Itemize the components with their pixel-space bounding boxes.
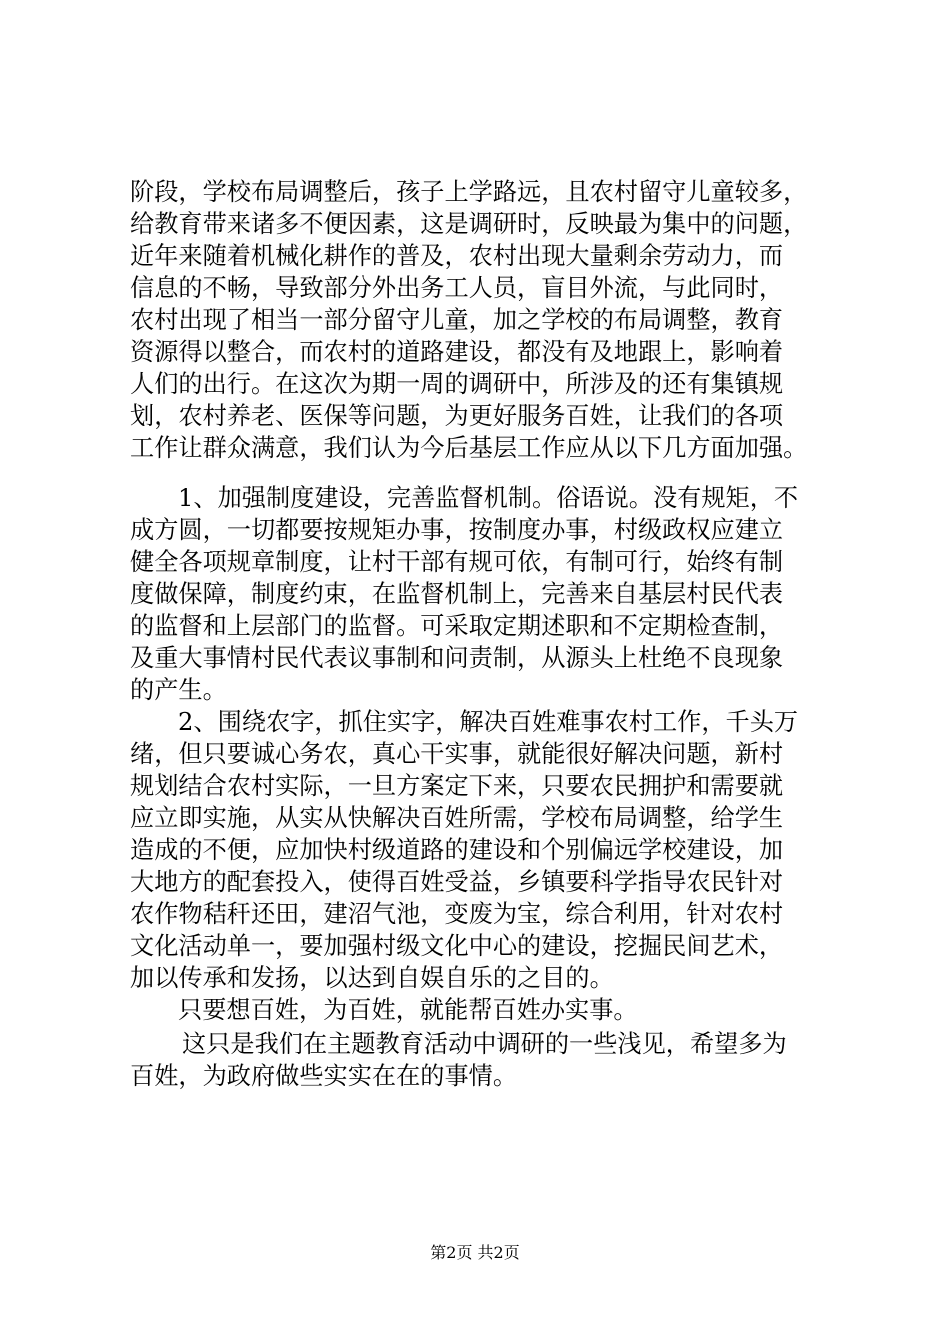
text-line: 及重大事情村民代表议事制和问责制，从源头上杜绝不良现象 <box>130 644 784 672</box>
text-line: 成方圆，一切都要按规矩办事，按制度办事，村级政权应建立 <box>130 516 784 544</box>
text-line: 只要想百姓，为百姓，就能帮百姓办实事。 <box>178 996 638 1024</box>
text-line: 给教育带来诸多不便因素，这是调研时，反映最为集中的问题， <box>130 210 808 238</box>
text-line: 健全各项规章制度，让村干部有规可依，有制可行，始终有制 <box>130 548 784 576</box>
text-line: 人们的出行。在这次为期一周的调研中，所涉及的还有集镇规 <box>130 370 784 398</box>
text-line: 信息的不畅，导致部分外出务工人员，盲目外流，与此同时， <box>130 274 784 302</box>
text-line: 1、加强制度建设，完善监督机制。俗语说。没有规矩，不 <box>178 484 799 512</box>
text-line: 加以传承和发扬，以达到自娱自乐的之目的。 <box>130 964 614 992</box>
text-line: 度做保障，制度约束，在监督机制上，完善来自基层村民代表 <box>130 580 784 608</box>
text-line: 造成的不便，应加快村级道路的建设和个别偏远学校建设，加 <box>130 836 784 864</box>
text-line: 近年来随着机械化耕作的普及，农村出现大量剩余劳动力，而 <box>130 242 784 270</box>
text-line: 规划结合农村实际，一旦方案定下来，只要农民拥护和需要就 <box>130 772 784 800</box>
text-line: 绪，但只要诚心务农，真心干实事，就能很好解决问题，新村 <box>130 740 784 768</box>
text-line: 农作物秸秆还田，建沼气池，变废为宝，综合利用，针对农村 <box>130 900 784 928</box>
text-line: 资源得以整合，而农村的道路建设，都没有及地跟上，影响着 <box>130 338 784 366</box>
text-line: 大地方的配套投入，使得百姓受益，乡镇要科学指导农民针对 <box>130 868 784 896</box>
text-line: 这只是我们在主题教育活动中调研的一些浅见，希望多为 <box>182 1030 787 1058</box>
text-line: 的产生。 <box>130 676 227 704</box>
text-line: 的监督和上层部门的监督。可采取定期述职和不定期检查制， <box>130 612 784 640</box>
text-line: 文化活动单一，要加强村级文化中心的建设，挖掘民间艺术， <box>130 932 784 960</box>
text-line: 2、围绕农字，抓住实字，解决百姓难事农村工作，千头万 <box>178 708 799 736</box>
text-line: 划，农村养老、医保等问题，为更好服务百姓，让我们的各项 <box>130 402 784 430</box>
text-line: 应立即实施，从实从快解决百姓所需，学校布局调整，给学生 <box>130 804 784 832</box>
text-line: 阶段，学校布局调整后，孩子上学路远，且农村留守儿童较多， <box>130 178 808 206</box>
page-footer: 第2页 共2页 <box>430 1243 520 1262</box>
text-line: 工作让群众满意，我们认为今后基层工作应从以下几方面加强。 <box>130 434 808 462</box>
text-line: 农村出现了相当一部分留守儿童，加之学校的布局调整，教育 <box>130 306 784 334</box>
text-line: 百姓，为政府做些实实在在的事情。 <box>130 1062 518 1090</box>
